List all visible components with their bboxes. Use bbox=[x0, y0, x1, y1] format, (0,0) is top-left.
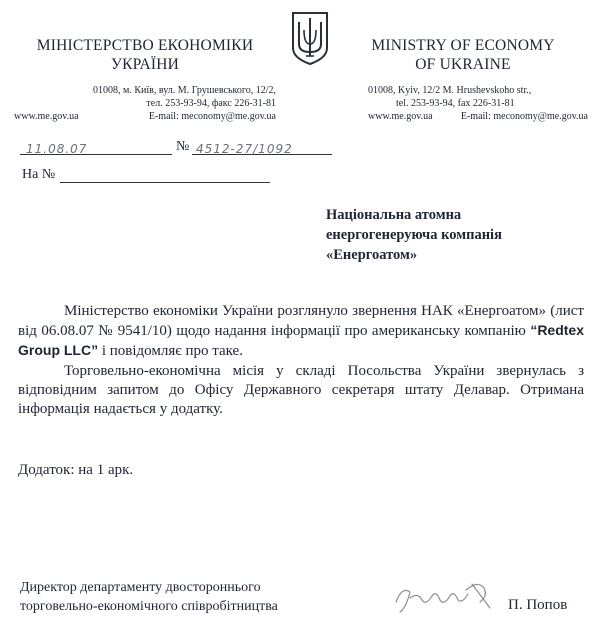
director-title-line2: торговельно-економічного співробітництва bbox=[20, 599, 278, 614]
ministry-title-ua-line1: МІНІСТЕРСТВО ЕКОНОМІКИ bbox=[36, 37, 254, 54]
trident-emblem-icon bbox=[290, 10, 330, 66]
ministry-title-ua-line2: УКРАЇНИ bbox=[110, 56, 180, 73]
reply-to-label: На № bbox=[22, 167, 56, 182]
date-handwritten: 11.08.07 bbox=[26, 142, 88, 156]
recipient-line1: Національна атомна bbox=[326, 207, 462, 223]
contacts-ua bbox=[14, 110, 276, 123]
recipient-line2: енергогенеруюча компанія bbox=[326, 227, 502, 243]
website-en: www.me.gov.ua bbox=[368, 111, 433, 122]
ministry-title-en-line1: MINISTRY OF ECONOMY bbox=[371, 37, 555, 54]
website-ua: www.me.gov.ua bbox=[14, 111, 79, 122]
ministry-title-en-line2: OF UKRAINE bbox=[415, 56, 511, 73]
company-name: “Redtex Group LLC” bbox=[18, 322, 584, 358]
recipient-block bbox=[326, 205, 586, 265]
reply-to-field bbox=[60, 168, 270, 183]
paragraph-2: Торговельно-економічна місія у складі Посольства України звернулась з відповідним запитом до Офісу Державного секретаря штату Делавар. Отримана інформація надається у додатку. bbox=[18, 363, 584, 417]
address-ua: 01008, м. Київ, вул. М. Грушевського, 12/2, bbox=[93, 85, 276, 96]
phone-en: tel. 253-93-94, fax 226-31-81 bbox=[396, 98, 515, 109]
email-en: E-mail: meconomy@me.gov.ua bbox=[460, 111, 588, 122]
handwritten-signature bbox=[392, 578, 502, 618]
attachment-note: Додаток: на 1 арк. bbox=[18, 462, 134, 478]
date-field bbox=[20, 140, 172, 155]
phone-ua: тел. 253-93-94, факс 226-31-81 bbox=[146, 98, 276, 109]
address-en: 01008, Kyiv, 12/2 M. Hrushevskoho str., bbox=[368, 85, 532, 96]
signer-name: П. Попов bbox=[508, 597, 568, 613]
paragraph-1-text-b: і повідомляє про таке. bbox=[98, 343, 243, 359]
email-ua: E-mail: meconomy@me.gov.ua bbox=[148, 111, 276, 122]
number-handwritten: 4512-27/1092 bbox=[196, 142, 293, 156]
number-label: № bbox=[176, 139, 190, 154]
recipient-line3: «Енергоатом» bbox=[326, 247, 418, 263]
director-title bbox=[20, 578, 278, 616]
contacts-en bbox=[338, 110, 588, 123]
director-title-line1: Директор департаменту двостороннього bbox=[20, 580, 261, 595]
letterhead-left bbox=[14, 36, 276, 123]
number-field bbox=[192, 140, 332, 155]
letterhead-right bbox=[338, 36, 588, 123]
paragraph-1-text-a: Міністерство економіки України розглянуло звернення НАК «Енергоатом» (лист від 06.08.07 № 9541/10) щодо надання інформації про американську компанію bbox=[18, 303, 584, 339]
paragraph-1 bbox=[18, 302, 584, 361]
